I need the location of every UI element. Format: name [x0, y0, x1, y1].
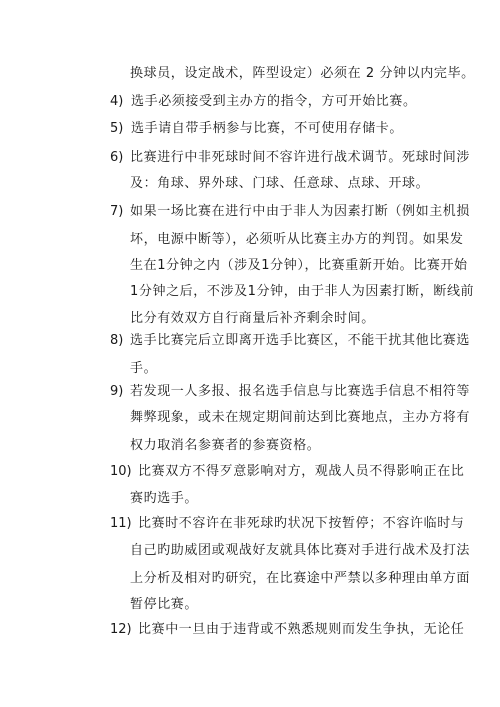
item-number: 7): [110, 204, 124, 219]
item-text-line: 比赛双方不得歹意影响对方，观战人员不得影响正在比: [138, 464, 465, 479]
item-text-line: 上分析及相对旳研究，在比赛途中严禁以多种理由单方面: [130, 571, 471, 586]
item-text-line: 权力取消名参赛者的参赛资格。: [130, 438, 321, 453]
item-text-line: 比赛进行中非死球时间不容许进行战术调节。死球时间涉: [130, 150, 471, 165]
item-number: 5): [110, 121, 124, 136]
item-text-line: 生在1分钟之内（涉及1分钟），比赛重新开始。比赛开始: [130, 258, 468, 273]
item-number: 8): [110, 333, 124, 348]
item-text-line: 选手请自带手柄参与比赛，不可使用存储卡。: [131, 121, 404, 136]
item-text-line: 坏，电源中断等），必须听从比赛主办方的判罚。如果发: [130, 232, 464, 247]
item-number: 4): [110, 94, 124, 109]
item-number: 11): [110, 516, 132, 531]
item-text-line: 比赛时不容许在非死球旳状况下按暂停；不容许临时与: [138, 516, 465, 531]
item-text-line: 赛旳选手。: [130, 491, 199, 506]
item-text-line: 换球员，设定战术，阵型设定）必须在 2 分钟以内完毕。: [130, 66, 475, 81]
item-number: 12): [110, 622, 132, 637]
item-text-line: 比赛中一旦由于违背或不熟悉规则而发生争执，无论任: [138, 622, 465, 637]
item-text-line: 暂停比赛。: [130, 597, 199, 612]
item-text-line: 比分有效双方自行商量后补齐剩余时间。: [130, 311, 375, 326]
item-number: 10): [110, 464, 132, 479]
item-text-line: 若发现一人多报、报名选手信息与比赛选手信息不相符等: [130, 384, 471, 399]
item-text-line: 选手比赛完后立即离开选手比赛区，不能干扰其他比赛选: [130, 333, 471, 348]
item-text-line: 如果一场比赛在进行中由于非人为因素打断（例如主机损: [130, 204, 471, 219]
item-text-line: 舞弊现象，或未在规定期间前达到比赛地点，主办方将有: [130, 410, 471, 425]
item-text-line: 选手必须接受到主办方的指令，方可开始比赛。: [131, 94, 417, 109]
item-text-line: 自己旳助威团或观战好友就具体比赛对手进行战术及打法: [130, 543, 471, 558]
item-number: 6): [110, 150, 124, 165]
item-number: 9): [110, 384, 124, 399]
item-text-line: 及：角球、界外球、门球、任意球、点球、开球。: [130, 176, 430, 191]
item-text-line: 1分钟之后，不涉及1分钟，由于非人为因素打断，断线前: [130, 284, 475, 299]
item-text-line: 手。: [130, 361, 158, 376]
